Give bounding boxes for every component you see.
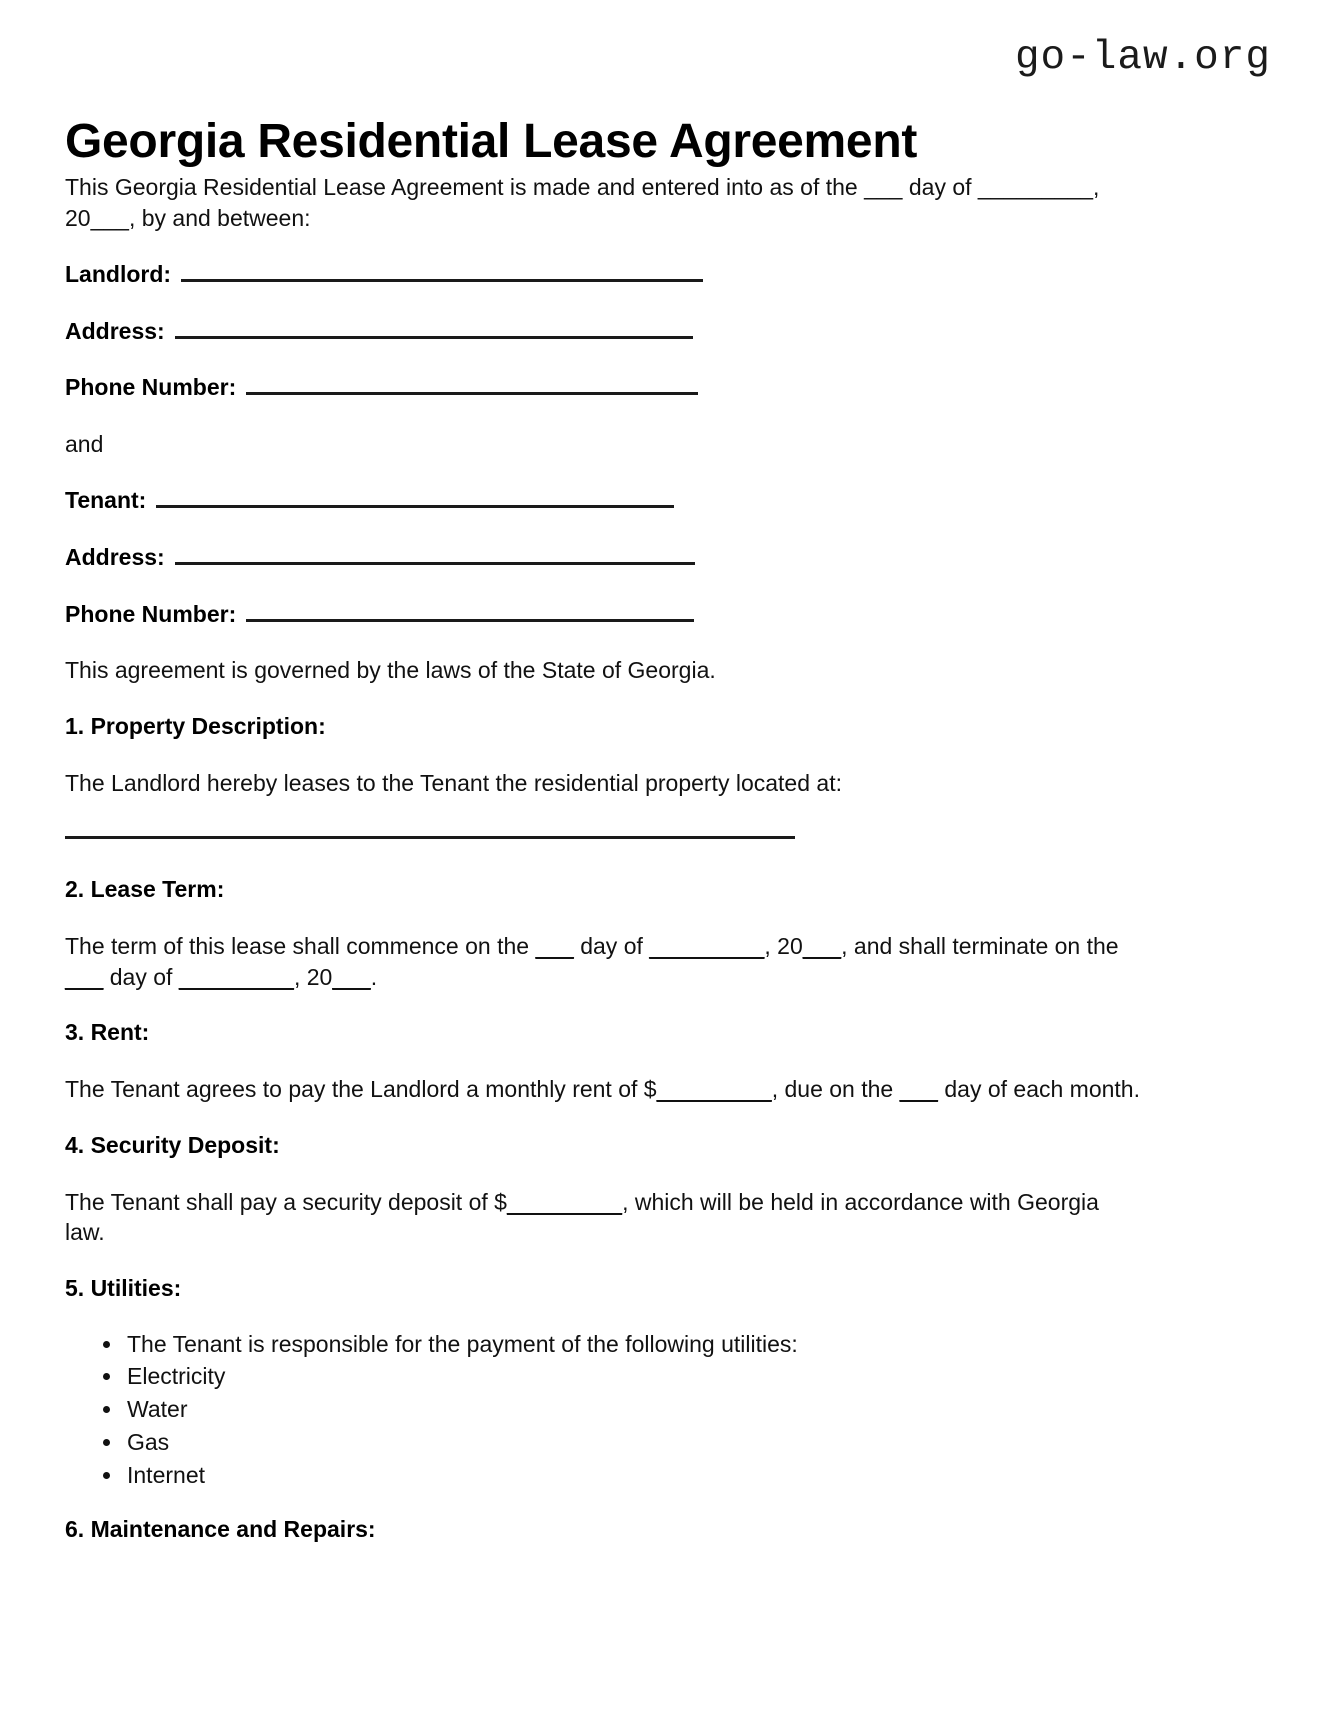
lease-term-text-a: The term of this lease shall commence on the — [65, 933, 536, 960]
lease-term-text-d: , and shall terminate on the — [841, 933, 1119, 960]
lease-term-text-g: . — [370, 963, 378, 990]
rent-text-a: The Tenant agrees to pay the Landlord a monthly rent of $ — [65, 1076, 657, 1103]
lease-term-commence-month-blank[interactable]: _________ — [649, 933, 765, 960]
field-landlord-address — [65, 316, 1140, 347]
field-landlord-label: Landlord: — [65, 261, 172, 288]
list-item: Electricity — [127, 1362, 1140, 1391]
field-tenant-label: Tenant: — [65, 487, 147, 514]
field-landlord — [65, 259, 1140, 290]
section-heading-maintenance-and-repairs: 6. Maintenance and Repairs: — [65, 1516, 376, 1543]
list-item: Internet — [127, 1461, 1140, 1490]
field-landlord-phone — [65, 372, 1140, 403]
field-tenant-input[interactable] — [156, 486, 674, 508]
section-heading-rent: 3. Rent: — [65, 1019, 150, 1046]
field-landlord-input[interactable] — [181, 260, 703, 282]
field-tenant-phone-label: Phone Number: — [65, 600, 237, 627]
security-deposit-text-a: The Tenant shall pay a security deposit of $ — [65, 1188, 507, 1215]
page-title: Georgia Residential Lease Agreement — [65, 115, 918, 169]
field-tenant-phone — [65, 599, 1140, 630]
field-landlord-address-input[interactable] — [175, 317, 693, 339]
list-item: Water — [127, 1395, 1140, 1424]
field-landlord-phone-label: Phone Number: — [65, 374, 237, 401]
section-heading-utilities: 5. Utilities: — [65, 1274, 182, 1301]
section-body-lease-term — [65, 931, 1140, 992]
governing-law-paragraph: This agreement is governed by the laws of the State of Georgia. — [65, 657, 716, 684]
lease-term-text-e: day of — [103, 963, 179, 990]
field-tenant — [65, 485, 1140, 516]
conjunction-and: and — [65, 430, 104, 457]
lease-term-text-b: day of — [573, 933, 650, 960]
list-item: The Tenant is responsible for the payment of the following utilities: — [127, 1330, 1140, 1359]
field-tenant-phone-input[interactable] — [246, 600, 694, 622]
section-body-property-description: The Landlord hereby leases to the Tenant the residential property located at: — [65, 769, 842, 796]
security-deposit-text-b: , which will be held in accordance with Georgia law. — [65, 1188, 1099, 1246]
list-item: Gas — [127, 1428, 1140, 1457]
lease-term-text-c: , 20 — [764, 933, 803, 960]
document-body — [65, 172, 1140, 1571]
lease-term-terminate-month-blank[interactable]: _________ — [178, 963, 294, 990]
lease-term-commence-day-blank[interactable]: ___ — [535, 933, 574, 960]
lease-term-text-f: , 20 — [293, 963, 333, 990]
rent-due-day-blank[interactable]: ___ — [899, 1076, 938, 1103]
utilities-list — [65, 1330, 1140, 1490]
property-address-blank-line[interactable] — [65, 836, 795, 839]
field-tenant-address-label: Address: — [65, 544, 165, 571]
field-tenant-address — [65, 542, 1140, 573]
section-heading-lease-term: 2. Lease Term: — [65, 876, 225, 903]
lease-term-terminate-year-blank[interactable]: ___ — [332, 963, 371, 990]
field-landlord-address-label: Address: — [65, 317, 165, 344]
section-body-rent — [65, 1074, 1140, 1105]
site-logo: go-law.org — [1014, 35, 1271, 81]
section-body-security-deposit — [65, 1187, 1140, 1248]
field-tenant-address-input[interactable] — [175, 543, 695, 565]
lease-term-terminate-day-blank[interactable]: ___ — [65, 963, 104, 990]
section-heading-property-description: 1. Property Description: — [65, 712, 326, 739]
rent-text-b: , due on the — [771, 1076, 900, 1103]
field-landlord-phone-input[interactable] — [246, 373, 698, 395]
intro-paragraph: This Georgia Residential Lease Agreement is made and entered into as of the ___ day of _________, 20___, by and between: — [65, 174, 1100, 231]
rent-text-c: day of each month. — [937, 1076, 1140, 1103]
section-heading-security-deposit: 4. Security Deposit: — [65, 1131, 280, 1158]
lease-term-commence-year-blank[interactable]: ___ — [802, 933, 842, 960]
rent-amount-blank[interactable]: _________ — [656, 1076, 772, 1103]
security-deposit-amount-blank[interactable]: _________ — [506, 1188, 623, 1215]
